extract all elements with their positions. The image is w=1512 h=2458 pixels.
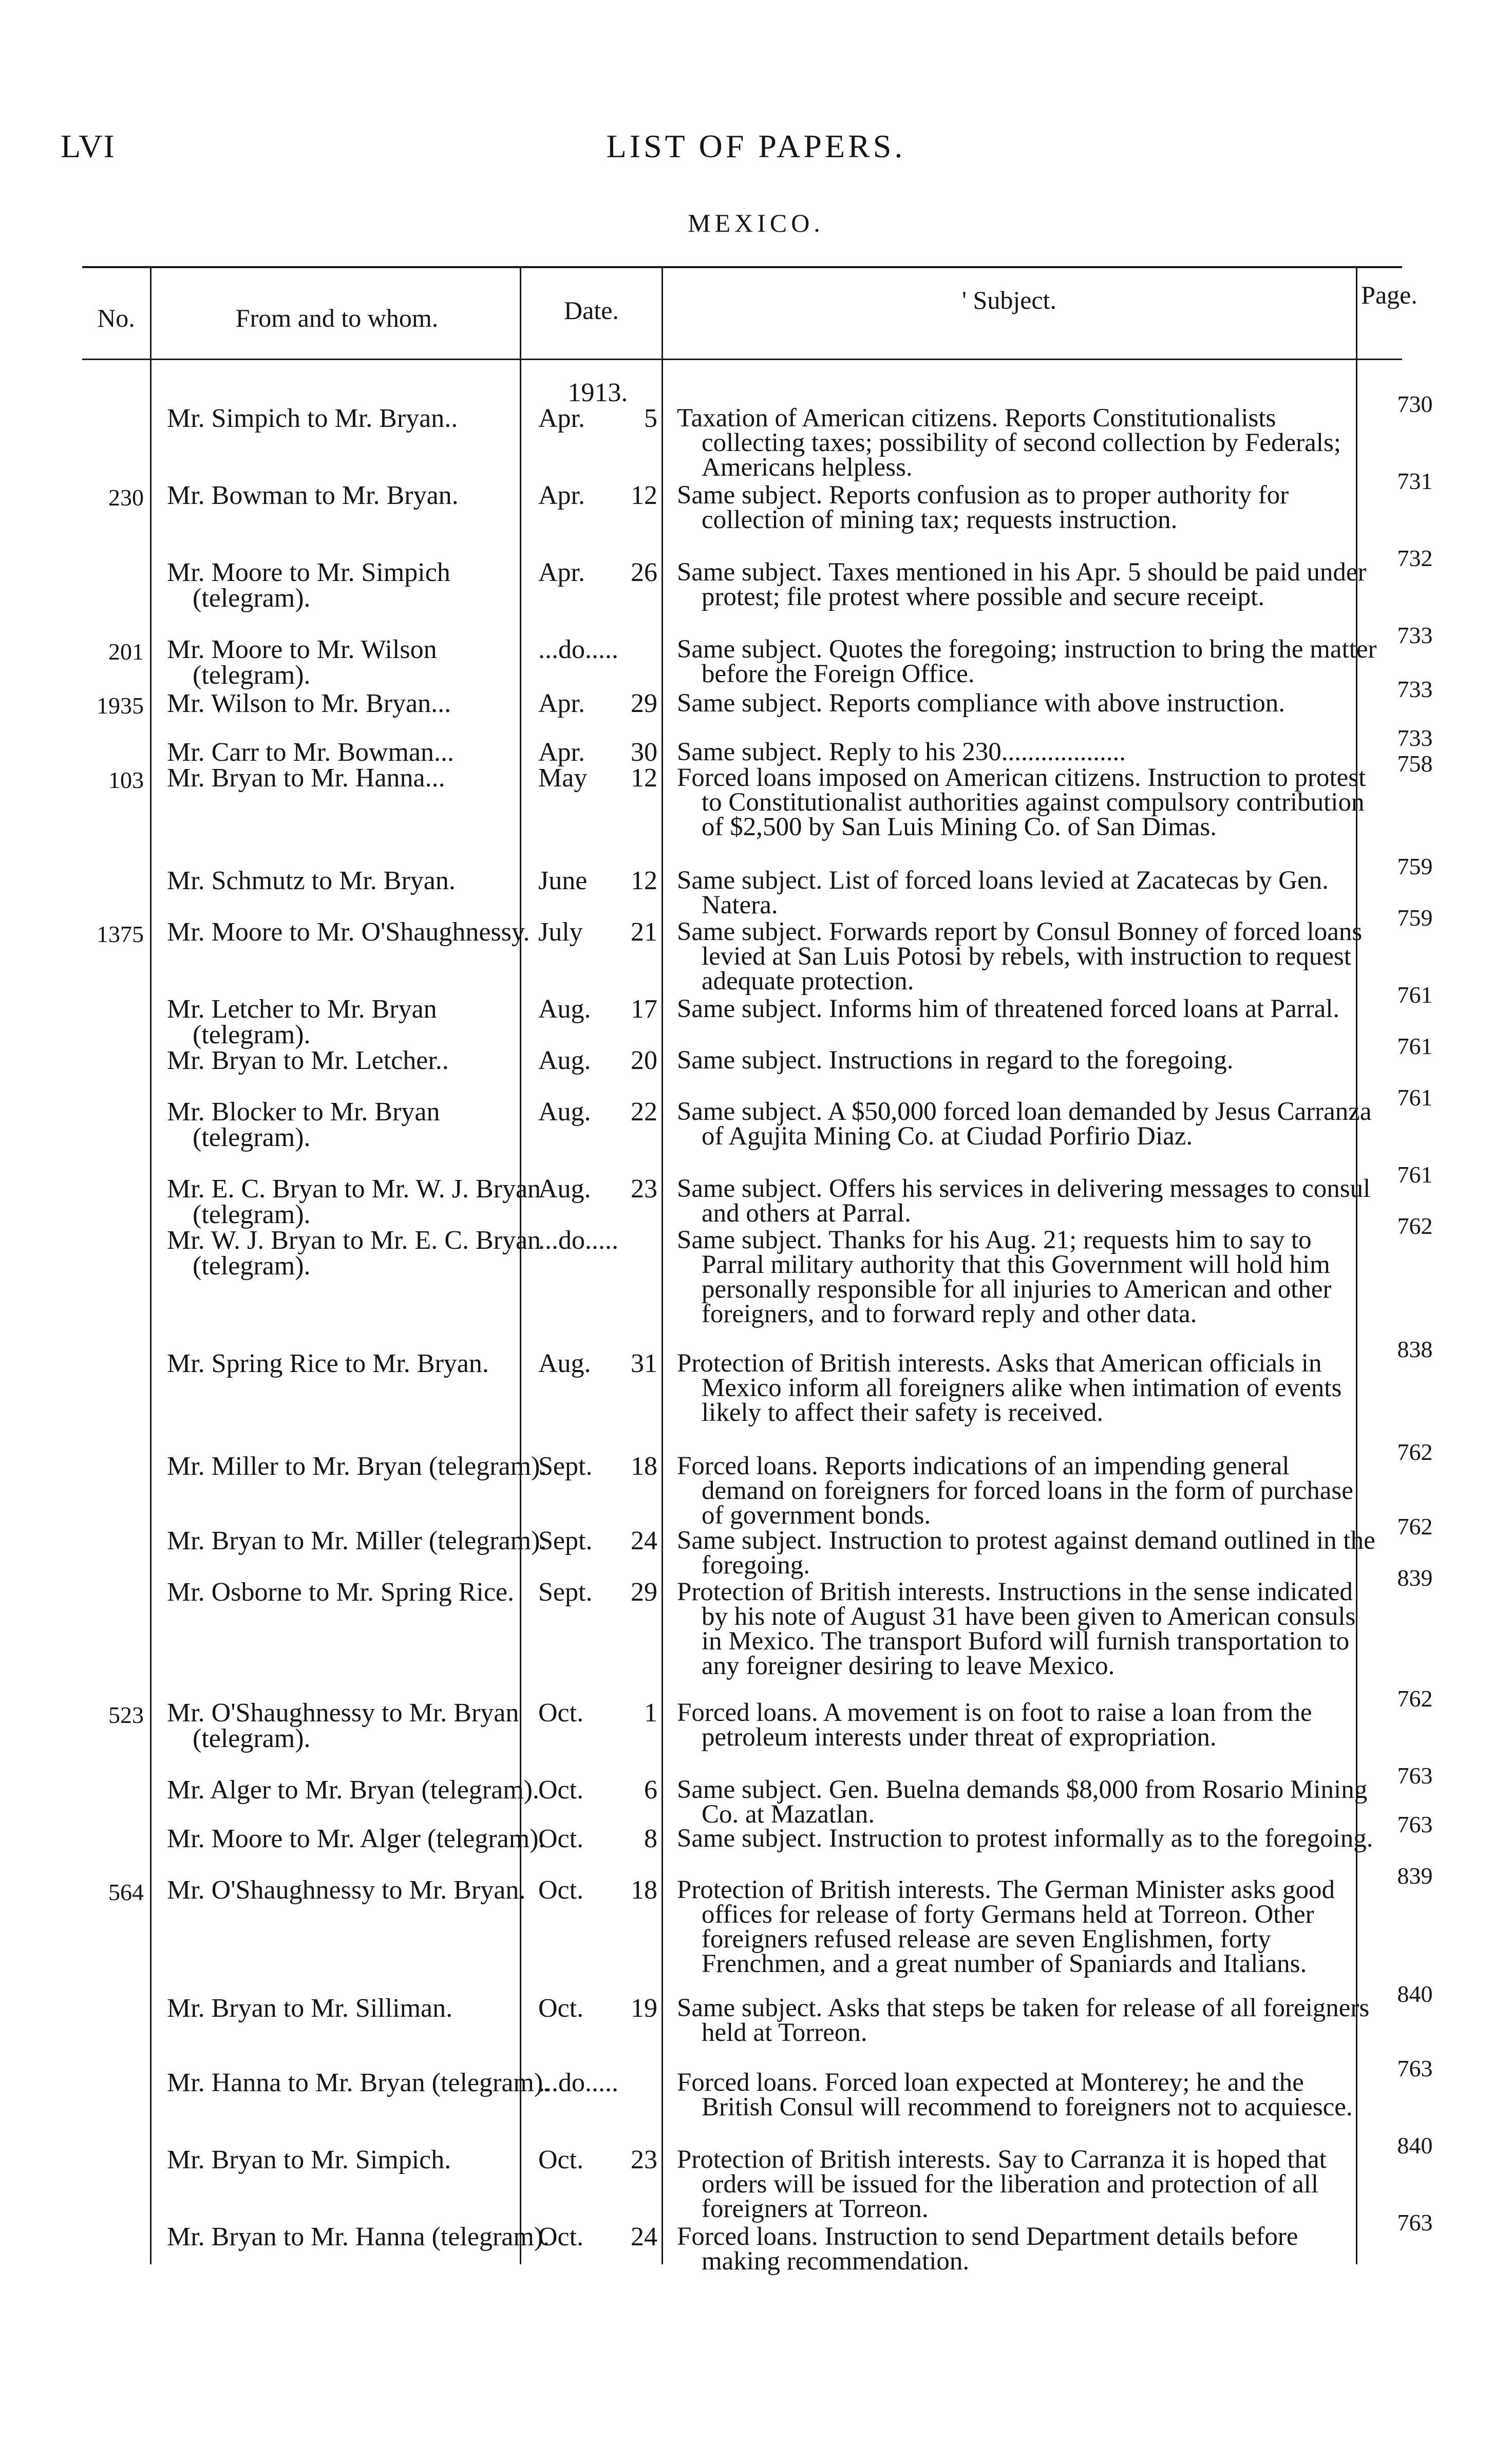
entry-day: 19: [631, 1994, 657, 2023]
entry-month: July: [538, 917, 583, 947]
entry-date: [538, 406, 657, 431]
entry-from-to: Mr. Osborne to Mr. Spring Rice.: [167, 1578, 514, 1607]
entry-subject: Same subject. Instruction to protest informally as to the foregoing.: [677, 1824, 1373, 1853]
entry-subject: Same subject. Instruction to protest against demand outlined in the foregoing.: [677, 1526, 1375, 1580]
entry-subject: Same subject. Instructions in regard to the foregoing.: [677, 1046, 1234, 1075]
entry-subject: Same subject. Gen. Buelna demands $8,000 from Rosario Mining Co. at Mazatlan.: [677, 1775, 1368, 1829]
entry-subject: Same subject. Taxes mentioned in his Apr. 5 should be paid under protest; file protest where possible and secure receipt.: [677, 558, 1367, 611]
entry-day: 1: [644, 1698, 657, 1728]
entry-day: 18: [631, 1452, 657, 1481]
entry-day: 12: [631, 866, 657, 895]
entry-page: 840: [1397, 2132, 1433, 2159]
entry-subject: Same subject. Offers his services in delivering messages to consul and others at Parral.: [677, 1174, 1371, 1228]
entry-from-to: Mr. Bryan to Mr. Hanna...: [167, 763, 445, 793]
entry-page: 761: [1397, 1084, 1433, 1111]
entry-page: 759: [1397, 905, 1433, 931]
entry-page: 839: [1397, 1863, 1433, 1889]
entry-number: 564: [108, 1879, 144, 1905]
column-header-no: No.: [97, 304, 135, 332]
entry-from-to: Mr. Wilson to Mr. Bryan...: [167, 689, 451, 718]
entry-from-to: Mr. Moore to Mr. Wilson (telegram).: [167, 635, 437, 690]
entry-date: [538, 483, 657, 509]
entry-day: 23: [631, 1174, 657, 1204]
entry-day: 22: [631, 1097, 657, 1127]
entry-month: Oct.: [538, 2145, 584, 2174]
column-header-page: Page.: [1361, 280, 1418, 309]
entry-from-to: Mr. Bowman to Mr. Bryan.: [167, 481, 459, 510]
column-header-subject: ' Subject.: [962, 286, 1056, 314]
entry-month: Oct.: [538, 1875, 584, 1905]
entry-date: [538, 637, 657, 663]
entry-date: [538, 1777, 657, 1803]
entry-month: Sept.: [538, 1526, 593, 1555]
entry-date: [538, 2224, 657, 2250]
running-title: LIST OF PAPERS.: [606, 128, 906, 164]
entry-subject: Forced loans. Forced loan expected at Monterey; he and the British Consul will recommend to foreigners not to acquiesce.: [677, 2068, 1353, 2122]
entry-from-to: Mr. Moore to Mr. O'Shaughnessy.: [167, 917, 530, 947]
entry-date: [538, 2147, 657, 2173]
entry-day: 23: [631, 2145, 657, 2174]
entry-page: 763: [1397, 2209, 1433, 2236]
entry-date: [538, 997, 657, 1022]
entry-date: [538, 1528, 657, 1554]
table-header-rule: [82, 359, 1402, 360]
entry-day: 29: [631, 1578, 657, 1607]
entry-month: Oct.: [538, 1994, 584, 2023]
entry-date: [538, 1048, 657, 1074]
table-top-rule: [82, 266, 1402, 268]
entry-subject: Same subject. Quotes the foregoing; instruction to bring the matter before the Foreign Office.: [677, 635, 1377, 688]
entry-page: 758: [1397, 750, 1433, 777]
entry-number: 1935: [97, 692, 144, 719]
entry-month: Oct.: [538, 1698, 584, 1728]
entry-from-to: Mr. O'Shaughnessy to Mr. Bryan.: [167, 1875, 526, 1905]
entry-day: 12: [631, 763, 657, 793]
entry-date: [538, 740, 657, 765]
column-divider-3: [662, 266, 663, 2264]
entry-page: 840: [1397, 1981, 1433, 2007]
entry-from-to: Mr. Moore to Mr. Alger (telegram).: [167, 1824, 545, 1853]
entry-day: 6: [644, 1775, 657, 1805]
entry-page: 759: [1397, 853, 1433, 879]
entry-date: [538, 1996, 657, 2021]
entry-day: 31: [631, 1349, 657, 1378]
entry-from-to: Mr. Bryan to Mr. Simpich.: [167, 2145, 451, 2174]
entry-date: [538, 560, 657, 586]
entry-month: Aug.: [538, 995, 591, 1024]
entry-subject: Same subject. Forwards report by Consul Bonney of forced loans levied at San Luis Potosi by rebels, with instruction to request adequate protection.: [677, 917, 1363, 996]
entry-subject: Protection of British interests. Asks that American officials in Mexico inform all foreigners alike when intimation of events likely to affect their safety is received.: [677, 1349, 1342, 1427]
entry-month: Apr.: [538, 689, 585, 718]
entry-date: [538, 917, 657, 947]
entry-day: 29: [631, 689, 657, 718]
entry-month: Aug.: [538, 1174, 591, 1204]
entry-from-to: Mr. Bryan to Mr. Letcher..: [167, 1046, 449, 1075]
column-divider-1: [150, 266, 152, 2264]
entry-page: 838: [1397, 1336, 1433, 1362]
entry-subject: Same subject. Reports confusion as to proper authority for collection of mining tax; requests instruction.: [677, 481, 1289, 534]
entry-day: 8: [644, 1824, 657, 1853]
entry-month: Sept.: [538, 1578, 593, 1607]
entry-subject: Forced loans. Reports indications of an impending general demand on foreigners for forced loans in the form of purchase of government bonds.: [677, 1452, 1353, 1530]
entry-page: 839: [1397, 1565, 1433, 1591]
entry-page: 762: [1397, 1685, 1433, 1712]
entry-page: 762: [1397, 1213, 1433, 1239]
entry-date: [538, 2070, 657, 2096]
entry-month: Apr.: [538, 481, 585, 510]
entry-from-to: Mr. Bryan to Mr. Silliman.: [167, 1994, 453, 2023]
entry-date: [538, 1826, 657, 1852]
entry-from-to: Mr. Bryan to Mr. Hanna (telegram).: [167, 2222, 550, 2251]
entry-page: 761: [1397, 982, 1433, 1008]
entry-page: 762: [1397, 1439, 1433, 1465]
entry-page: 763: [1397, 1762, 1433, 1789]
column-header-from-to: From and to whom.: [235, 304, 439, 332]
entry-month: Aug.: [538, 1046, 591, 1075]
entry-page: 733: [1397, 725, 1433, 751]
entry-subject: Forced loans. Instruction to send Department details before making recommendation.: [677, 2222, 1298, 2276]
entry-month: Sept.: [538, 1452, 593, 1481]
entry-from-to: Mr. Moore to Mr. Simpich (telegram).: [167, 558, 450, 613]
entry-date: [538, 1700, 657, 1726]
page-number: LVI: [61, 128, 116, 164]
entry-subject: Protection of British interests. Say to Carranza it is hoped that orders will be issued for the liberation and protection of all foreigners at Torreon.: [677, 2145, 1327, 2223]
entry-date: [538, 1176, 657, 1202]
entry-date: [538, 868, 657, 894]
entry-page: 762: [1397, 1513, 1433, 1540]
entry-date: [538, 1875, 657, 1905]
entry-month: Oct.: [538, 1824, 584, 1853]
entry-date: [538, 1228, 657, 1253]
entry-page: 761: [1397, 1161, 1433, 1188]
entry-day: 30: [631, 738, 657, 767]
entry-day: 21: [631, 917, 657, 947]
entry-subject: Taxation of American citizens. Reports Constitutionalists collecting taxes; possibility of second collection by Federals; Americans helpless.: [677, 404, 1341, 482]
year-marker: 1913.: [568, 378, 628, 407]
entry-from-to: Mr. Blocker to Mr. Bryan (telegram).: [167, 1097, 440, 1152]
entry-page: 761: [1397, 1033, 1433, 1059]
entry-date: [538, 765, 657, 791]
entry-page: 763: [1397, 1811, 1433, 1837]
entry-day: 18: [631, 1875, 657, 1905]
entry-day: 20: [631, 1046, 657, 1075]
entry-subject: Same subject. Asks that steps be taken for release of all foreigners held at Torreon.: [677, 1994, 1370, 2047]
entry-date: [538, 1580, 657, 1605]
entry-date: [538, 1454, 657, 1479]
column-header-date: Date.: [564, 296, 619, 325]
entry-month: Aug.: [538, 1349, 591, 1378]
entry-from-to: Mr. Schmutz to Mr. Bryan.: [167, 866, 456, 895]
entry-number: 201: [108, 639, 144, 665]
entry-number: 1375: [97, 921, 144, 947]
entry-page: 731: [1397, 468, 1433, 494]
entry-month: May: [538, 763, 588, 793]
entry-day: 5: [644, 404, 657, 433]
entry-subject: Same subject. Reports compliance with above instruction.: [677, 689, 1286, 718]
entry-date: [538, 691, 657, 717]
entry-from-to: Mr. O'Shaughnessy to Mr. Bryan (telegram).: [167, 1698, 519, 1753]
entry-from-to: Mr. Letcher to Mr. Bryan (telegram).: [167, 995, 437, 1049]
entry-month: ...do.....: [538, 1226, 618, 1255]
entry-day: 17: [631, 995, 657, 1024]
entry-day: 24: [631, 2222, 657, 2251]
section-title: MEXICO.: [688, 209, 824, 237]
entry-month: Apr.: [538, 738, 585, 767]
entry-date: [538, 1099, 657, 1125]
entry-date: [538, 1351, 657, 1377]
entry-from-to: Mr. E. C. Bryan to Mr. W. J. Bryan (telegram).: [167, 1174, 541, 1229]
entry-from-to: Mr. Bryan to Mr. Miller (telegram).: [167, 1526, 547, 1555]
entry-page: 763: [1397, 2055, 1433, 2081]
entry-number: 103: [108, 767, 144, 793]
entry-from-to: Mr. Miller to Mr. Bryan (telegram).: [167, 1452, 547, 1481]
entry-subject: Same subject. Informs him of threatened forced loans at Parral.: [677, 995, 1340, 1023]
entry-day: 12: [631, 481, 657, 510]
entry-subject: Protection of British interests. The German Minister asks good offices for release of forty Germans held at Torreon. Other foreigners refused release are seven Englishmen, forty Frenchmen, and a great number of Spaniards and Italians.: [677, 1875, 1335, 1978]
entry-month: June: [538, 866, 588, 895]
entry-day: 26: [631, 558, 657, 587]
entry-subject: Same subject. List of forced loans levied at Zacatecas by Gen. Natera.: [677, 866, 1329, 920]
entry-page: 732: [1397, 545, 1433, 571]
entry-page: 730: [1397, 391, 1433, 417]
entry-from-to: Mr. Alger to Mr. Bryan (telegram).: [167, 1775, 539, 1805]
entry-number: 230: [108, 484, 144, 511]
entry-subject: Forced loans imposed on American citizens. Instruction to protest to Constitutionalist authorities against compulsory contribution of $2,500 by San Luis Mining Co. of San Dimas.: [677, 763, 1366, 841]
entry-from-to: Mr. Spring Rice to Mr. Bryan.: [167, 1349, 489, 1378]
entry-from-to: Mr. W. J. Bryan to Mr. E. C. Bryan (telegram).: [167, 1226, 541, 1281]
entry-from-to: Mr. Hanna to Mr. Bryan (telegram).: [167, 2068, 550, 2097]
entry-month: ...do.....: [538, 635, 618, 664]
entry-subject: Same subject. A $50,000 forced loan demanded by Jesus Carranza of Agujita Mining Co. at Ciudad Porfirio Diaz.: [677, 1097, 1372, 1151]
entry-subject: Protection of British interests. Instructions in the sense indicated by his note of August 31 have been given to American consuls in Mexico. The transport Buford will furnish transportation to any foreigner desiring to leave Mexico.: [677, 1578, 1356, 1680]
entry-day: 24: [631, 1526, 657, 1555]
entry-month: Oct.: [538, 2222, 584, 2251]
entry-month: Aug.: [538, 1097, 591, 1127]
entry-subject: Forced loans. A movement is on foot to raise a loan from the petroleum interests under threat of expropriation.: [677, 1698, 1312, 1752]
entry-month: Apr.: [538, 404, 585, 433]
entry-number: 523: [108, 1702, 144, 1728]
entry-page: 733: [1397, 676, 1433, 702]
entry-page: 733: [1397, 622, 1433, 648]
entry-from-to: Mr. Carr to Mr. Bowman...: [167, 738, 454, 767]
entry-subject: Same subject. Reply to his 230...................: [677, 738, 1126, 766]
entry-from-to: Mr. Simpich to Mr. Bryan..: [167, 404, 458, 433]
entry-month: Oct.: [538, 1775, 584, 1805]
entry-month: ...do.....: [538, 2068, 618, 2097]
entry-month: Apr.: [538, 558, 585, 587]
entry-subject: Same subject. Thanks for his Aug. 21; requests him to say to Parral military authority that this Government will hold him personally responsible for all injuries to American and other foreigners, and to forward reply and other data.: [677, 1226, 1332, 1328]
